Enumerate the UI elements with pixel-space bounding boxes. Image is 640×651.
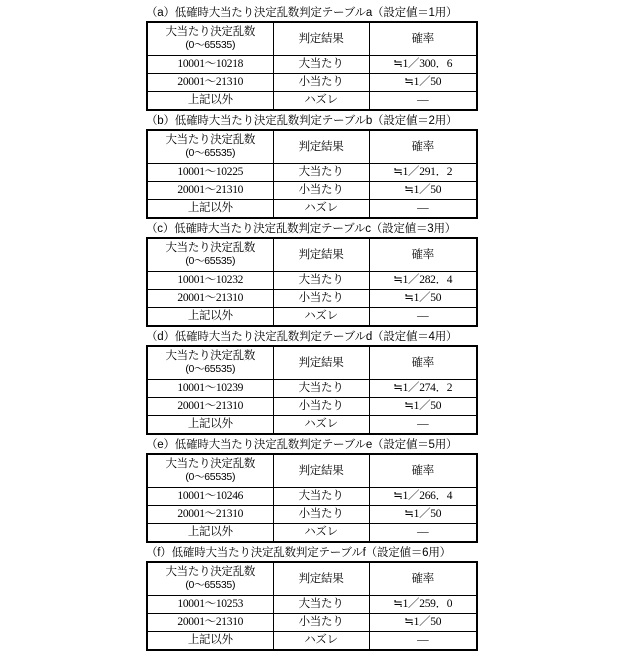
cell-probability: ≒1／259．0: [369, 596, 477, 614]
table-row: [147, 200, 477, 219]
table-caption: （b）低確時大当たり決定乱数判定テーブルb（設定値＝2用）: [146, 115, 458, 127]
table-caption: （f）低確時大当たり決定乱数判定テーブルf（設定値＝6用）: [146, 547, 451, 559]
table-header-row: [147, 346, 477, 380]
random-number-table: [146, 453, 478, 543]
cell-result: 小当たり: [273, 614, 369, 632]
cell-range: 20001～21310: [147, 290, 273, 308]
cell-range: 上記以外: [147, 524, 273, 543]
table-block-d: [0, 330, 640, 435]
table-caption: （c）低確時大当たり決定乱数判定テーブルc（設定値＝3用）: [146, 223, 457, 235]
cell-result: 小当たり: [273, 506, 369, 524]
header-sublabel-range: (0～65535): [185, 363, 236, 375]
cell-result: 小当たり: [273, 182, 369, 200]
cell-range: 上記以外: [147, 632, 273, 651]
cell-probability: ≒1／266．4: [369, 488, 477, 506]
cell-range: 10001～10253: [147, 596, 273, 614]
table-row: [147, 272, 477, 290]
cell-probability: —: [369, 524, 477, 543]
table-block-e: [0, 438, 640, 543]
header-cell-result: 判定結果: [273, 130, 369, 164]
cell-result: 大当たり: [273, 56, 369, 74]
table-row: [147, 74, 477, 92]
header-label-range: 大当たり決定乱数: [165, 350, 256, 362]
header-cell-range: [147, 238, 273, 272]
table-header-row: [147, 22, 477, 56]
cell-probability: —: [369, 308, 477, 327]
table-row: [147, 182, 477, 200]
cell-range: 10001～10225: [147, 164, 273, 182]
table-block-f: [0, 546, 640, 651]
header-cell-range: [147, 130, 273, 164]
cell-range: 10001～10239: [147, 380, 273, 398]
cell-result: 小当たり: [273, 290, 369, 308]
cell-probability: ≒1／274．2: [369, 380, 477, 398]
header-sublabel-range: (0～65535): [185, 579, 236, 591]
cell-range: 上記以外: [147, 308, 273, 327]
random-number-table: [146, 345, 478, 435]
cell-result: ハズレ: [273, 416, 369, 435]
header-label-range: 大当たり決定乱数: [165, 458, 256, 470]
table-header-row: [147, 130, 477, 164]
cell-probability: ≒1／300．6: [369, 56, 477, 74]
header-sublabel-range: (0～65535): [185, 147, 236, 159]
header-cell-result: 判定結果: [273, 454, 369, 488]
cell-range: 20001～21310: [147, 74, 273, 92]
header-cell-probability: 確率: [369, 346, 477, 380]
header-cell-probability: 確率: [369, 562, 477, 596]
table-row: [147, 416, 477, 435]
cell-probability: —: [369, 632, 477, 651]
table-block-a: [0, 6, 640, 111]
header-cell-result: 判定結果: [273, 22, 369, 56]
header-cell-range: [147, 562, 273, 596]
cell-result: 小当たり: [273, 398, 369, 416]
cell-result: 大当たり: [273, 164, 369, 182]
random-number-table: [146, 561, 478, 651]
random-number-table: [146, 21, 478, 111]
header-cell-probability: 確率: [369, 454, 477, 488]
header-cell-range: [147, 22, 273, 56]
table-row: [147, 92, 477, 111]
cell-result: 大当たり: [273, 380, 369, 398]
cell-probability: —: [369, 416, 477, 435]
cell-range: 10001～10232: [147, 272, 273, 290]
table-header-row: [147, 454, 477, 488]
table-row: [147, 290, 477, 308]
header-cell-range: [147, 454, 273, 488]
cell-probability: —: [369, 92, 477, 111]
header-sublabel-range: (0～65535): [185, 255, 236, 267]
cell-probability: ≒1／291．2: [369, 164, 477, 182]
cell-range: 20001～21310: [147, 398, 273, 416]
cell-range: 上記以外: [147, 92, 273, 111]
header-label-range: 大当たり決定乱数: [165, 134, 256, 146]
table-row: [147, 632, 477, 651]
table-row: [147, 308, 477, 327]
cell-result: ハズレ: [273, 308, 369, 327]
cell-result: ハズレ: [273, 524, 369, 543]
header-cell-probability: 確率: [369, 238, 477, 272]
header-label-range: 大当たり決定乱数: [165, 566, 256, 578]
cell-probability: ≒1／282．4: [369, 272, 477, 290]
cell-probability: —: [369, 200, 477, 219]
cell-range: 10001～10246: [147, 488, 273, 506]
cell-result: 大当たり: [273, 596, 369, 614]
table-header-row: [147, 238, 477, 272]
table-block-b: [0, 114, 640, 219]
table-row: [147, 596, 477, 614]
cell-result: 大当たり: [273, 272, 369, 290]
header-cell-result: 判定結果: [273, 346, 369, 380]
table-row: [147, 614, 477, 632]
cell-probability: ≒1／50: [369, 182, 477, 200]
table-header-row: [147, 562, 477, 596]
random-number-table: [146, 237, 478, 327]
cell-result: ハズレ: [273, 632, 369, 651]
table-row: [147, 524, 477, 543]
cell-range: 10001～10218: [147, 56, 273, 74]
table-caption: （a）低確時大当たり決定乱数判定テーブルa（設定値＝1用）: [146, 7, 458, 19]
cell-range: 20001～21310: [147, 506, 273, 524]
header-label-range: 大当たり決定乱数: [165, 242, 256, 254]
cell-result: 小当たり: [273, 74, 369, 92]
table-row: [147, 398, 477, 416]
cell-result: ハズレ: [273, 200, 369, 219]
cell-probability: ≒1／50: [369, 398, 477, 416]
header-cell-result: 判定結果: [273, 238, 369, 272]
header-cell-result: 判定結果: [273, 562, 369, 596]
cell-range: 20001～21310: [147, 182, 273, 200]
header-cell-range: [147, 346, 273, 380]
table-block-c: [0, 222, 640, 327]
cell-result: 大当たり: [273, 488, 369, 506]
table-row: [147, 164, 477, 182]
header-sublabel-range: (0～65535): [185, 39, 236, 51]
cell-probability: ≒1／50: [369, 506, 477, 524]
header-cell-probability: 確率: [369, 22, 477, 56]
cell-probability: ≒1／50: [369, 74, 477, 92]
cell-probability: ≒1／50: [369, 614, 477, 632]
header-label-range: 大当たり決定乱数: [165, 26, 256, 38]
random-number-table: [146, 129, 478, 219]
cell-range: 上記以外: [147, 200, 273, 219]
cell-range: 20001～21310: [147, 614, 273, 632]
cell-probability: ≒1／50: [369, 290, 477, 308]
header-sublabel-range: (0～65535): [185, 471, 236, 483]
header-cell-probability: 確率: [369, 130, 477, 164]
table-row: [147, 380, 477, 398]
table-caption: （e）低確時大当たり決定乱数判定テーブルe（設定値＝5用）: [146, 439, 458, 451]
cell-range: 上記以外: [147, 416, 273, 435]
table-row: [147, 506, 477, 524]
table-row: [147, 488, 477, 506]
table-row: [147, 56, 477, 74]
cell-result: ハズレ: [273, 92, 369, 111]
table-caption: （d）低確時大当たり決定乱数判定テーブルd（設定値＝4用）: [146, 331, 458, 343]
